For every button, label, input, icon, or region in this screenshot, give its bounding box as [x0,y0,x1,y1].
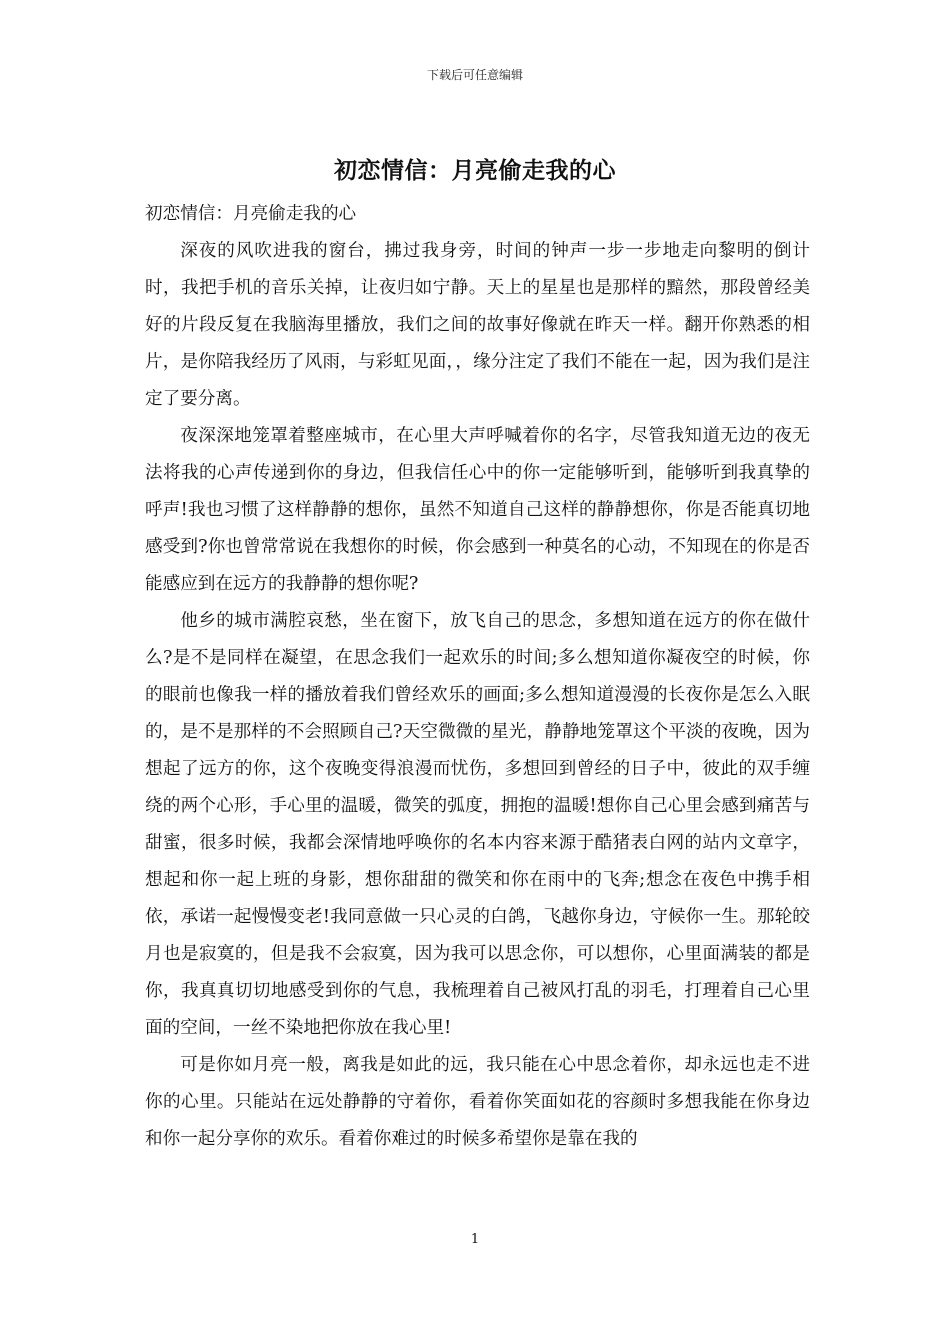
paragraph-1: 深夜的风吹进我的窗台，拂过我身旁，时间的钟声一步一步地走向黎明的倒计时，我把手机的音乐关掉，让夜归如宁静。天上的星星也是那样的黯然，那段曾经美好的片段反复在我脑海里播放，我们之间的故事好像就在昨天一样。翻开你熟悉的相片，是你陪我经历了风雨，与彩虹见面，，缘分注定了我们不能在一起，因为我们是注定了要分离。 [145,241,810,409]
paragraph-4: 可是你如月亮一般，离我是如此的远，我只能在心中思念着你，却永远也走不进你的心里。只能站在远处静静的守着你，看着你笑面如花的容颜时多想我能在你身边和你一起分享你的欢乐。看着你难过的时候多希望你是靠在我的 [145,1055,810,1149]
paragraph-3: 他乡的城市满腔哀愁，坐在窗下，放飞自己的思念，多想知道在远方的你在做什么?是不是同样在凝望，在思念我们一起欢乐的时间;多么想知道你凝夜空的时候，你的眼前也像我一样的播放着我们曾经欢乐的画面;多么想知道漫漫的长夜你是怎么入眠的，是不是那样的不会照顾自己?天空微微的星光，静静地笼罩这个平淡的夜晚，因为想起了远方的你，这个夜晚变得浪漫而忧伤，多想回到曾经的日子中，彼此的双手缠绕的两个心形，手心里的温暖，微笑的弧度，拥抱的温暖!想你自己心里会感到痛苦与甜蜜，很多时候，我都会深情地呼唤你的名本内容来源于酷猪表白网的站内文章字，想起和你一起上班的身影，想你甜甜的微笑和你在雨中的飞奔;想念在夜色中携手相依，承诺一起慢慢变老!我同意做一只心灵的白鸽，飞越你身边，守候你一生。那轮皎月也是寂寞的，但是我不会寂寞，因为我可以思念你，可以想你，心里面满装的都是你，我真真切切地感受到你的气息，我梳理着自己被风打乱的羽毛，打理着自己心里面的空间，一丝不染地把你放在我心里! [145,611,810,1038]
document-body [145,196,810,1158]
page-header-note: 下载后可任意编辑 [426,68,523,82]
document-title: 初恋情信：月亮偷走我的心 [334,157,616,184]
document-subtitle: 初恋情信：月亮偷走我的心 [145,204,357,224]
paragraph-2: 夜深深地笼罩着整座城市，在心里大声呼喊着你的名字，尽管我知道无边的夜无法将我的心声传递到你的身边，但我信任心中的你一定能够听到，能够听到我真挚的呼声!我也习惯了这样静静的想你，虽然不知道自己这样的静静想你，你是否能真切地感受到?你也曾常常说在我想你的时候，你会感到一种莫名的心动，不知现在的你是否能感应到在远方的我静静的想你呢? [145,426,810,594]
page-number: 1 [470,1232,480,1247]
